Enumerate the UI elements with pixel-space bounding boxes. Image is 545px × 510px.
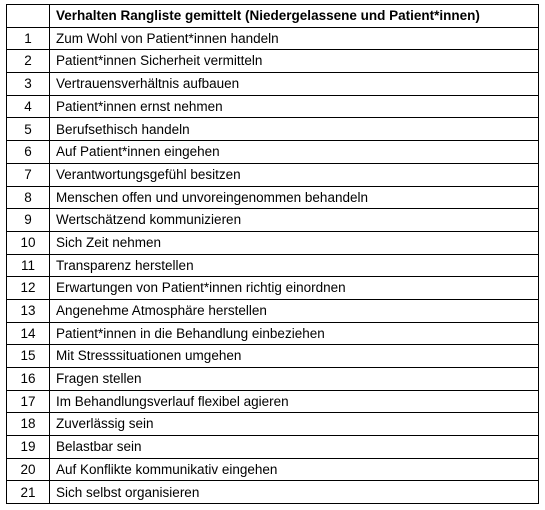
table-row — [7, 163, 539, 186]
rank-number: 7 — [7, 163, 50, 186]
rank-number: 17 — [7, 390, 50, 413]
table-row — [7, 231, 539, 254]
behavior-label: Auf Patient*innen eingehen — [50, 141, 539, 164]
rank-number: 2 — [7, 50, 50, 73]
behavior-label: Sich Zeit nehmen — [50, 231, 539, 254]
table-row — [7, 390, 539, 413]
table-row — [7, 50, 539, 73]
behavior-label: Vertrauensverhältnis aufbauen — [50, 73, 539, 96]
behavior-label: Patient*innen in die Behandlung einbeziehen — [50, 322, 539, 345]
table-row — [7, 118, 539, 141]
behavior-column-header: Verhalten Rangliste gemittelt (Niedergelassene und Patient*innen) — [50, 5, 539, 28]
behavior-label: Berufsethisch handeln — [50, 118, 539, 141]
behavior-label: Mit Stresssituationen umgehen — [50, 345, 539, 368]
table-row — [7, 436, 539, 459]
rank-number: 8 — [7, 186, 50, 209]
behavior-label: Sich selbst organisieren — [50, 481, 539, 504]
behavior-label: Verantwortungsgefühl besitzen — [50, 163, 539, 186]
table-body — [7, 27, 539, 503]
behavior-label: Auf Konflikte kommunikativ eingehen — [50, 458, 539, 481]
behavior-label: Fragen stellen — [50, 368, 539, 391]
behavior-label: Im Behandlungsverlauf flexibel agieren — [50, 390, 539, 413]
table-row — [7, 186, 539, 209]
table-row — [7, 95, 539, 118]
table-row — [7, 27, 539, 50]
rank-number: 21 — [7, 481, 50, 504]
rank-number: 16 — [7, 368, 50, 391]
table-header-row — [7, 5, 539, 28]
behavior-ranking-table — [6, 4, 539, 504]
behavior-label: Zuverlässig sein — [50, 413, 539, 436]
rank-number: 20 — [7, 458, 50, 481]
rank-number: 6 — [7, 141, 50, 164]
behavior-label: Patient*innen ernst nehmen — [50, 95, 539, 118]
table-row — [7, 141, 539, 164]
table-row — [7, 209, 539, 232]
rank-number: 3 — [7, 73, 50, 96]
table-row — [7, 458, 539, 481]
table-row — [7, 481, 539, 504]
behavior-label: Erwartungen von Patient*innen richtig einordnen — [50, 277, 539, 300]
rank-number: 4 — [7, 95, 50, 118]
behavior-label: Angenehme Atmosphäre herstellen — [50, 299, 539, 322]
behavior-label: Belastbar sein — [50, 436, 539, 459]
behavior-label: Transparenz herstellen — [50, 254, 539, 277]
table-row — [7, 254, 539, 277]
rank-column-header — [7, 5, 50, 28]
rank-number: 13 — [7, 299, 50, 322]
rank-number: 19 — [7, 436, 50, 459]
rank-number: 12 — [7, 277, 50, 300]
rank-number: 10 — [7, 231, 50, 254]
table-row — [7, 345, 539, 368]
table-row — [7, 413, 539, 436]
behavior-label: Zum Wohl von Patient*innen handeln — [50, 27, 539, 50]
table-row — [7, 368, 539, 391]
rank-number: 15 — [7, 345, 50, 368]
rank-number: 14 — [7, 322, 50, 345]
table-row — [7, 277, 539, 300]
table-row — [7, 73, 539, 96]
rank-number: 11 — [7, 254, 50, 277]
rank-number: 1 — [7, 27, 50, 50]
rank-number: 9 — [7, 209, 50, 232]
table-row — [7, 322, 539, 345]
behavior-label: Patient*innen Sicherheit vermitteln — [50, 50, 539, 73]
behavior-label: Wertschätzend kommunizieren — [50, 209, 539, 232]
rank-number: 5 — [7, 118, 50, 141]
table-row — [7, 299, 539, 322]
behavior-label: Menschen offen und unvoreingenommen behandeln — [50, 186, 539, 209]
rank-number: 18 — [7, 413, 50, 436]
